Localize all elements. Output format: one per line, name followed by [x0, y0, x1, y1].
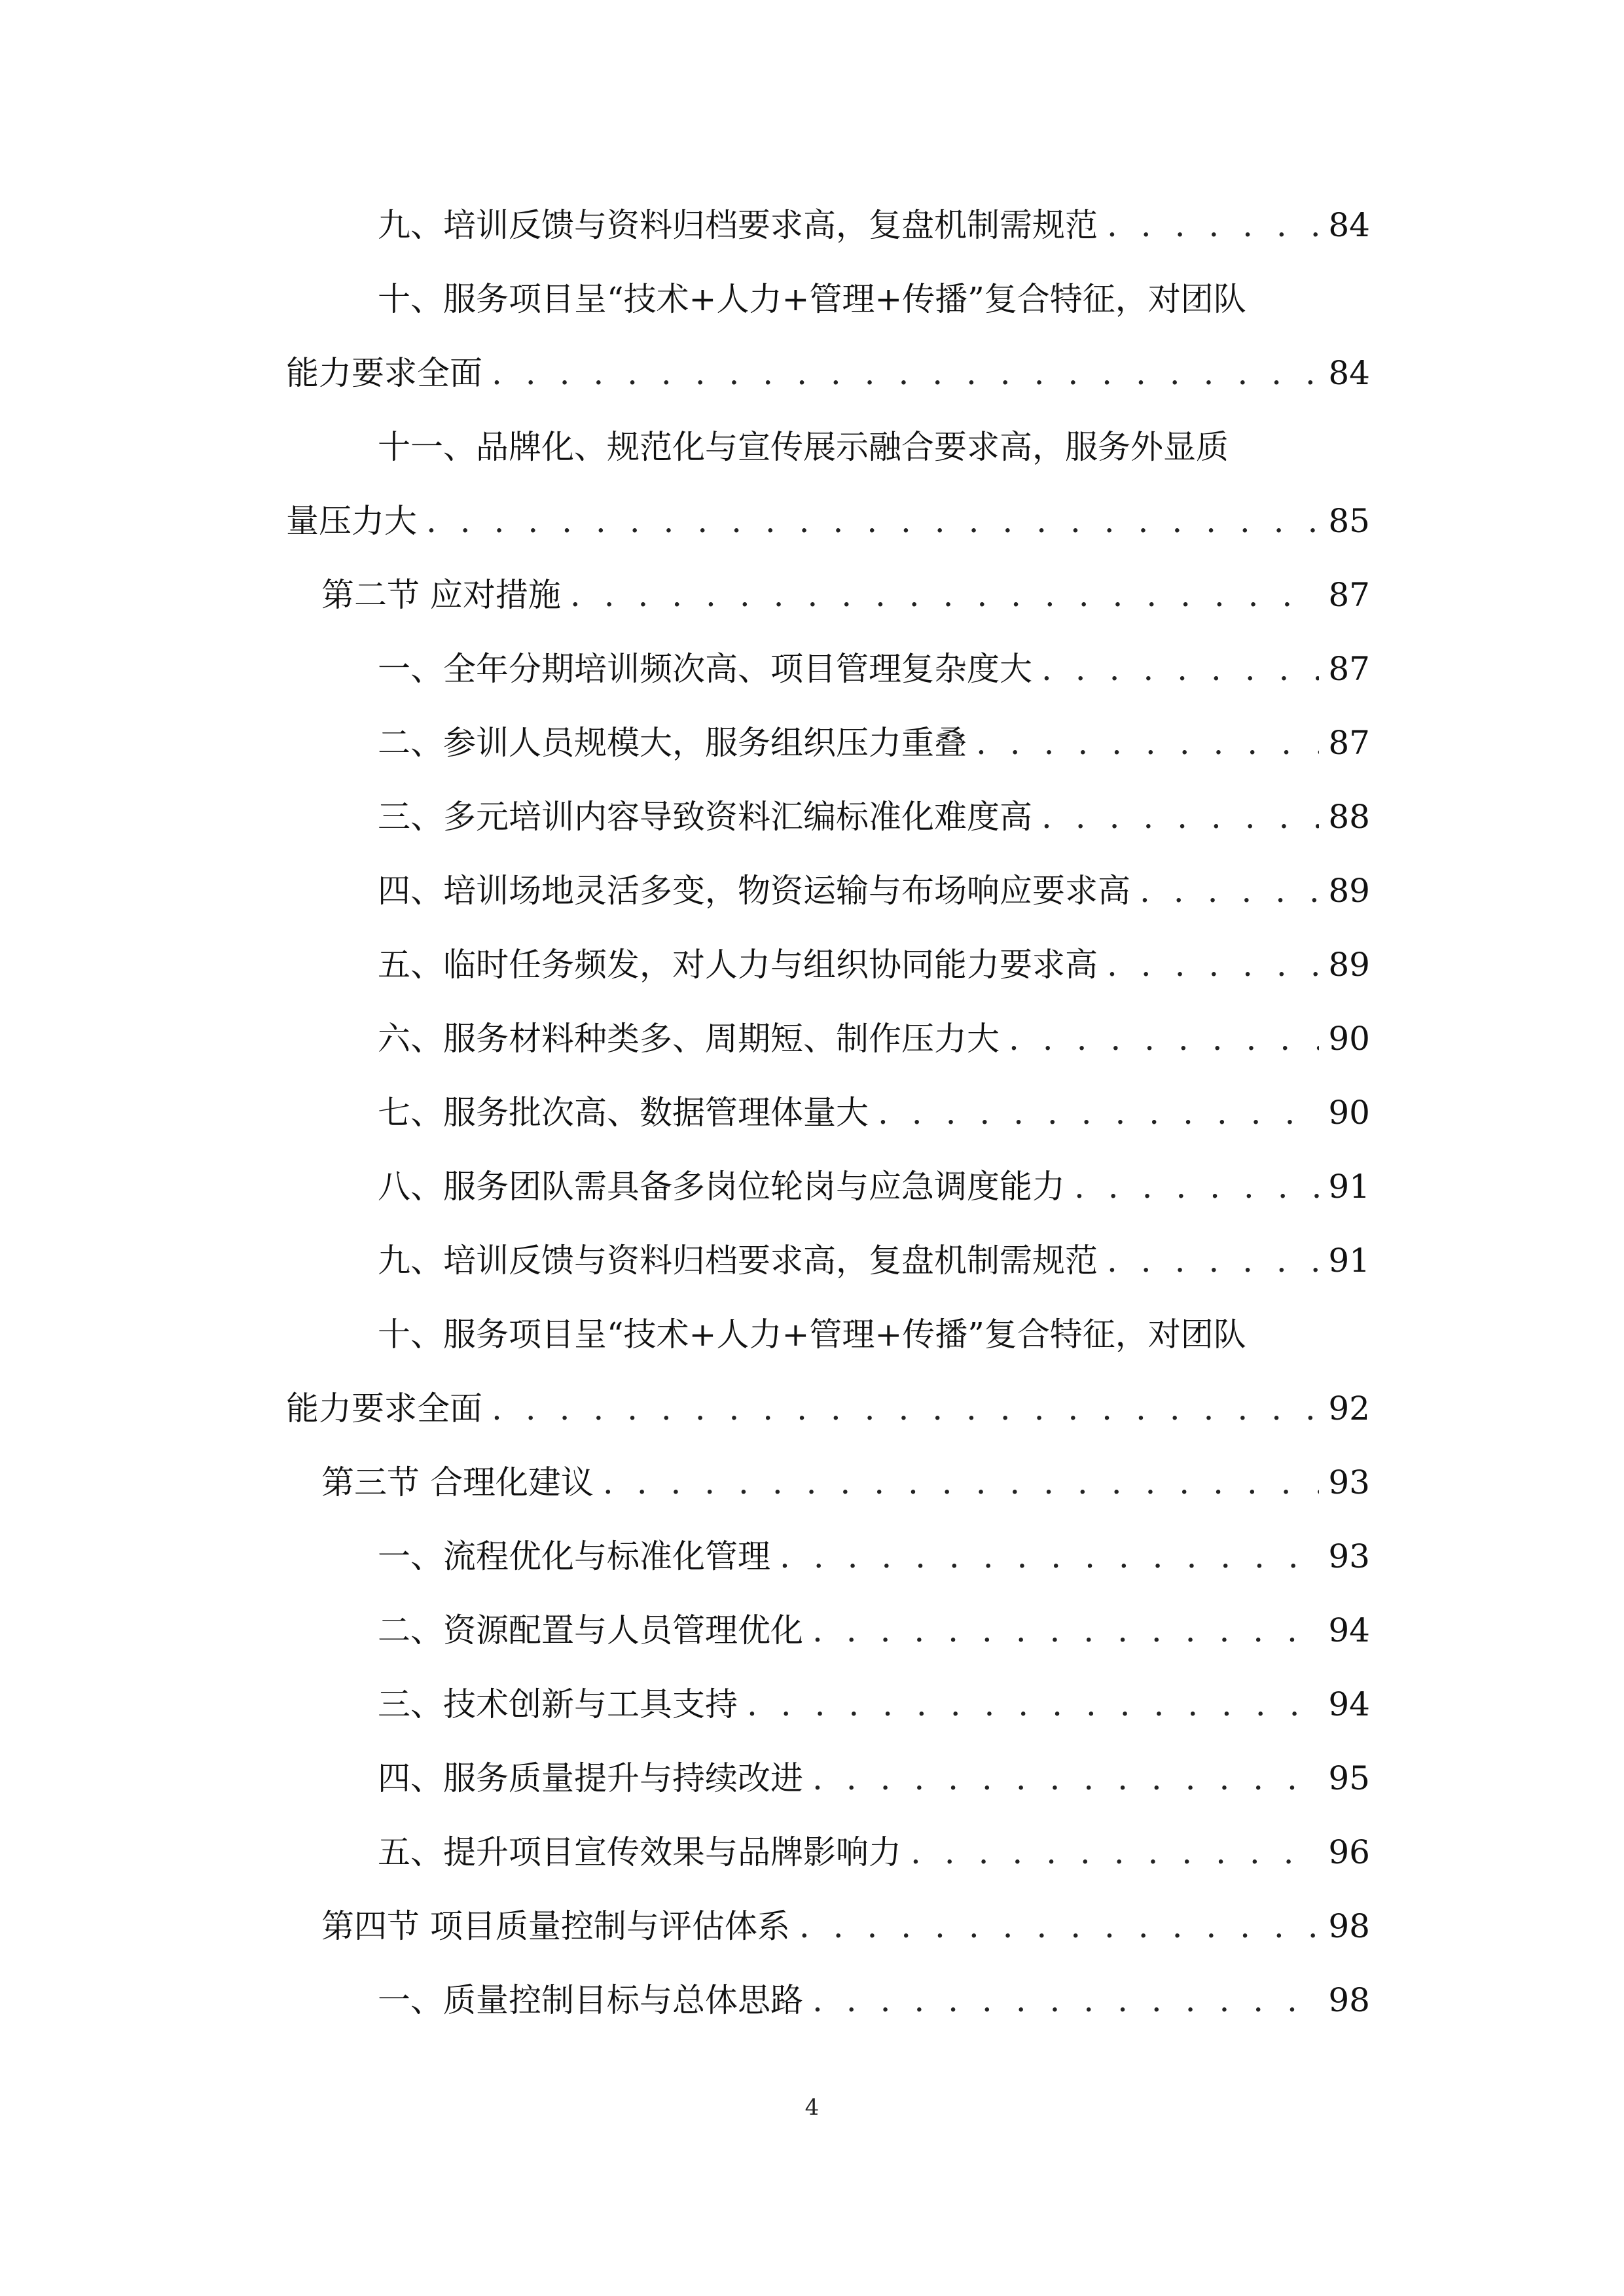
toc-entry-title: 九、培训反馈与资料归档要求高，复盘机制需规范 [378, 206, 1098, 244]
toc-entry-title: 八、服务团队需具备多岗位轮岗与应急调度能力 [378, 1168, 1065, 1206]
toc-subsection-entry[interactable] [286, 928, 1370, 1002]
toc-subsection-entry[interactable] [286, 262, 1370, 410]
toc-page-number: 85 [1328, 502, 1370, 540]
toc-entry-line [286, 1742, 1370, 1816]
toc-page-number: 91 [1328, 1168, 1370, 1206]
toc-page-number: 95 [1328, 1759, 1370, 1797]
toc-entry-title: 一、质量控制目标与总体思路 [378, 1981, 803, 2019]
toc-entry-line [286, 1668, 1370, 1742]
toc-subsection-entry[interactable] [286, 188, 1370, 262]
toc-entry-title: 九、培训反馈与资料归档要求高，复盘机制需规范 [378, 1242, 1098, 1280]
toc-entry-title: 第四节 项目质量控制与评估体系 [321, 1907, 790, 1945]
toc-dot-leader [1140, 854, 1319, 928]
toc-page-number: 92 [1328, 1390, 1370, 1427]
toc-entry-line [286, 854, 1370, 928]
toc-dot-leader [812, 1964, 1319, 2037]
toc-dot-leader [1009, 1002, 1319, 1076]
toc-entry-title: 二、资源配置与人员管理优化 [378, 1611, 803, 1649]
toc-dot-leader [1107, 928, 1319, 1002]
toc-entry-line [286, 780, 1370, 854]
toc-entry-title: 一、流程优化与标准化管理 [378, 1537, 770, 1575]
toc-page-number: 87 [1328, 650, 1370, 688]
toc-dot-leader [426, 484, 1319, 558]
toc-subsection-entry[interactable] [286, 1224, 1370, 1298]
toc-entry-title: 能力要求全面 [286, 1390, 482, 1427]
toc-entry-line [286, 558, 1370, 632]
toc-subsection-entry[interactable] [286, 1002, 1370, 1076]
toc-entry-title: 十一、品牌化、规范化与宣传展示融合要求高，服务外显质 [378, 428, 1229, 466]
toc-entry-line [286, 1446, 1370, 1520]
toc-dot-leader [492, 336, 1319, 410]
toc-entry-line [286, 632, 1370, 706]
toc-subsection-entry[interactable] [286, 706, 1370, 780]
toc-page-number: 84 [1328, 206, 1370, 244]
toc-entry-title: 第三节 合理化建议 [321, 1463, 594, 1501]
toc-subsection-entry[interactable] [286, 854, 1370, 928]
toc-entry-title: 第二节 应对措施 [321, 576, 561, 614]
toc-dot-leader [1107, 188, 1319, 262]
toc-section-entry[interactable] [286, 1890, 1370, 1964]
toc-entry-title: 六、服务材料种类多、周期短、制作压力大 [378, 1020, 1000, 1058]
toc-entry-line [286, 410, 1370, 484]
toc-page-number: 84 [1328, 354, 1370, 392]
toc-entry-title: 七、服务批次高、数据管理体量大 [378, 1094, 869, 1132]
toc-entry-title: 四、培训场地灵活多变，物资运输与布场响应要求高 [378, 872, 1130, 910]
toc-section-entry[interactable] [286, 1446, 1370, 1520]
toc-dot-leader [1041, 780, 1319, 854]
toc-subsection-entry[interactable] [286, 1668, 1370, 1742]
toc-entry-line [286, 1594, 1370, 1668]
toc-entry-line [286, 336, 1370, 410]
toc-dot-leader [1074, 1150, 1319, 1224]
toc-page-number: 89 [1328, 872, 1370, 910]
toc-page-number: 89 [1328, 946, 1370, 984]
toc-entry-title: 十、服务项目呈“技术+人力+管理+传播”复合特征，对团队 [378, 1316, 1246, 1354]
toc-entry-line [286, 928, 1370, 1002]
toc-dot-leader [780, 1520, 1319, 1594]
toc-entry-line [286, 706, 1370, 780]
toc-dot-leader [976, 706, 1319, 780]
toc-page-number: 94 [1328, 1685, 1370, 1723]
toc-entry-line [286, 1890, 1370, 1964]
toc-page-number: 96 [1328, 1833, 1370, 1871]
toc-dot-leader [878, 1076, 1319, 1150]
toc-dot-leader [1041, 632, 1319, 706]
toc-dot-leader [812, 1594, 1319, 1668]
toc-dot-leader [911, 1816, 1319, 1890]
toc-dot-leader [799, 1890, 1319, 1964]
toc-entry-title: 三、多元培训内容导致资料汇编标准化难度高 [378, 798, 1032, 836]
toc-entry-line [286, 484, 1370, 558]
toc-entry-title: 十、服务项目呈“技术+人力+管理+传播”复合特征，对团队 [378, 280, 1246, 318]
toc-page-number: 87 [1328, 724, 1370, 762]
toc-subsection-entry[interactable] [286, 1076, 1370, 1150]
toc-entry-line [286, 1224, 1370, 1298]
toc-entry-title: 能力要求全面 [286, 354, 482, 392]
toc-entry-title: 四、服务质量提升与持续改进 [378, 1759, 803, 1797]
toc-subsection-entry[interactable] [286, 1742, 1370, 1816]
toc-entry-title: 量压力大 [286, 502, 417, 540]
toc-dot-leader [812, 1742, 1319, 1816]
page-footer-number: 4 [804, 2094, 820, 2121]
toc-entry-title: 二、参训人员规模大，服务组织压力重叠 [378, 724, 967, 762]
toc-page-number: 94 [1328, 1611, 1370, 1649]
toc-entry-title: 五、提升项目宣传效果与品牌影响力 [378, 1833, 901, 1871]
toc-subsection-entry[interactable] [286, 1594, 1370, 1668]
toc-subsection-entry[interactable] [286, 1298, 1370, 1446]
toc-subsection-entry[interactable] [286, 1816, 1370, 1890]
toc-entry-title: 三、技术创新与工具支持 [378, 1685, 738, 1723]
toc-subsection-entry[interactable] [286, 1964, 1370, 2037]
toc-subsection-entry[interactable] [286, 1520, 1370, 1594]
toc-page-number: 87 [1328, 576, 1370, 614]
toc-dot-leader [570, 558, 1319, 632]
toc-entry-line [286, 1964, 1370, 2037]
toc-page-number: 93 [1328, 1537, 1370, 1575]
toc-dot-leader [603, 1446, 1319, 1520]
toc-subsection-entry[interactable] [286, 410, 1370, 558]
toc-dot-leader [492, 1372, 1319, 1446]
toc-entry-line [286, 1150, 1370, 1224]
toc-page-number: 88 [1328, 798, 1370, 836]
toc-page-number: 90 [1328, 1094, 1370, 1132]
table-of-contents [286, 188, 1370, 2037]
toc-subsection-entry[interactable] [286, 780, 1370, 854]
toc-dot-leader [1107, 1224, 1319, 1298]
toc-entry-line [286, 1076, 1370, 1150]
toc-subsection-entry[interactable] [286, 632, 1370, 706]
toc-section-entry[interactable] [286, 558, 1370, 632]
toc-entry-line [286, 262, 1370, 336]
toc-entry-line [286, 1816, 1370, 1890]
toc-page-number: 93 [1328, 1463, 1370, 1501]
toc-entry-line [286, 1002, 1370, 1076]
toc-page-number: 91 [1328, 1242, 1370, 1280]
toc-page-number: 90 [1328, 1020, 1370, 1058]
toc-entry-title: 一、全年分期培训频次高、项目管理复杂度大 [378, 650, 1032, 688]
toc-page-number: 98 [1328, 1981, 1370, 2019]
toc-dot-leader [747, 1668, 1319, 1742]
toc-subsection-entry[interactable] [286, 1150, 1370, 1224]
toc-entry-line [286, 1372, 1370, 1446]
toc-entry-line [286, 188, 1370, 262]
toc-entry-line [286, 1520, 1370, 1594]
toc-page-number: 98 [1328, 1907, 1370, 1945]
toc-entry-title: 五、临时任务频发，对人力与组织协同能力要求高 [378, 946, 1098, 984]
toc-entry-line [286, 1298, 1370, 1372]
